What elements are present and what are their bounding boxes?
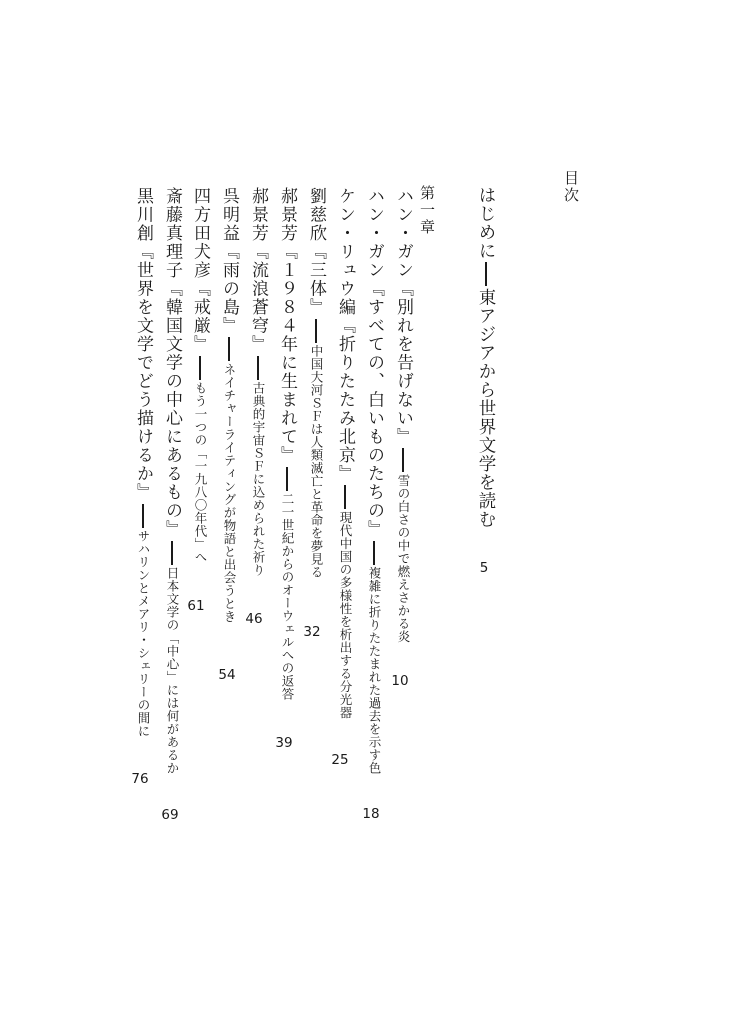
- intro-subtitle: 東アジアから世界文学を読む: [476, 288, 496, 529]
- em-dash: [485, 262, 487, 286]
- em-dash: [286, 467, 288, 491]
- em-dash: [142, 504, 144, 528]
- entry-page-number: 18: [362, 806, 380, 822]
- entry-page-number: 10: [391, 673, 409, 689]
- em-dash: [199, 356, 201, 380]
- entry-work: 『１９８４年に生まれて』: [277, 242, 297, 465]
- entry-author: 劉慈欣: [306, 187, 326, 243]
- entry-work: 『すべての、白いものたちの』: [364, 279, 384, 539]
- intro-entry[interactable]: [474, 186, 499, 529]
- entry-subtitle: サハリンとメアリ・シェリーの間に: [136, 529, 151, 738]
- entry-page-number: 32: [303, 624, 321, 640]
- entry-subtitle: 二一世紀からのオーウェルへの返答: [280, 492, 295, 701]
- entry-author: ハン・ガン: [393, 187, 413, 280]
- entry-page-number: 61: [187, 598, 205, 614]
- toc-heading: 目次: [562, 170, 580, 204]
- entry-subtitle: 雪の白さの中で燃えさかる炎: [396, 474, 411, 643]
- entry-author: ケン・リュウ編: [335, 187, 355, 317]
- entry-subtitle: もう一つの「一九八〇年代」へ: [193, 381, 208, 564]
- entry-subtitle: 複雑に折りたたまれた過去を示す色: [367, 566, 382, 775]
- entry-work: 『韓国文学の中心にあるもの』: [162, 279, 182, 539]
- entry-author: 四方田犬彦: [190, 187, 210, 280]
- em-dash: [228, 337, 230, 361]
- entry-subtitle: ネイチャーライティングが物語と出会うとき: [222, 363, 237, 623]
- entry-page-number: 25: [331, 752, 349, 768]
- em-dash: [171, 541, 173, 565]
- entry-work: 『折りたたみ北京』: [335, 316, 355, 483]
- entry-page-number: 46: [245, 611, 263, 627]
- entry-author: ハン・ガン: [364, 187, 384, 280]
- toc-entry[interactable]: [131, 187, 156, 738]
- em-dash: [402, 448, 404, 472]
- chapter-heading: 第一章: [418, 185, 436, 236]
- entry-subtitle: 古典的宇宙ＳＦに込められた祈り: [251, 381, 266, 577]
- entry-subtitle: 現代中国の多様性を析出する分光器: [338, 511, 353, 719]
- intro-title: はじめに: [476, 186, 496, 260]
- entry-work: 『三体』: [306, 242, 326, 317]
- entry-page-number: 69: [161, 807, 179, 823]
- toc-entry[interactable]: [217, 187, 242, 623]
- entry-author: 斎藤真理子: [162, 187, 182, 280]
- entry-subtitle: 日本文学の「中心」には何があるか: [165, 566, 180, 775]
- em-dash: [344, 485, 346, 509]
- toc-entry[interactable]: [275, 187, 300, 701]
- entry-work: 『別れを告げない』: [393, 279, 413, 446]
- entry-subtitle: 中国大河ＳＦは人類滅亡と革命を夢見る: [309, 344, 324, 579]
- intro-page-number: 5: [479, 560, 489, 576]
- entry-work: 『雨の島』: [219, 242, 239, 335]
- toc-entry[interactable]: [246, 187, 271, 577]
- toc-entry[interactable]: [391, 187, 416, 643]
- entry-page-number: 76: [131, 771, 149, 787]
- em-dash: [373, 541, 375, 565]
- entry-author: 郝景芳: [277, 187, 297, 243]
- toc-entry[interactable]: [304, 187, 329, 579]
- entry-page-number: 39: [275, 735, 293, 751]
- toc-entry[interactable]: [333, 187, 358, 719]
- entry-work: 『流浪蒼穹』: [248, 242, 268, 354]
- em-dash: [315, 319, 317, 343]
- entry-author: 黒川創: [133, 187, 153, 243]
- em-dash: [257, 356, 259, 380]
- toc-entry[interactable]: [362, 187, 387, 775]
- entry-page-number: 54: [218, 667, 236, 683]
- entry-author: 郝景芳: [248, 187, 268, 243]
- entry-work: 『戒厳』: [190, 279, 210, 354]
- toc-entry[interactable]: [160, 187, 185, 775]
- entry-work: 『世界を文学でどう描けるか』: [133, 242, 153, 502]
- toc-entry[interactable]: [188, 187, 213, 564]
- entry-author: 呉明益: [219, 187, 239, 243]
